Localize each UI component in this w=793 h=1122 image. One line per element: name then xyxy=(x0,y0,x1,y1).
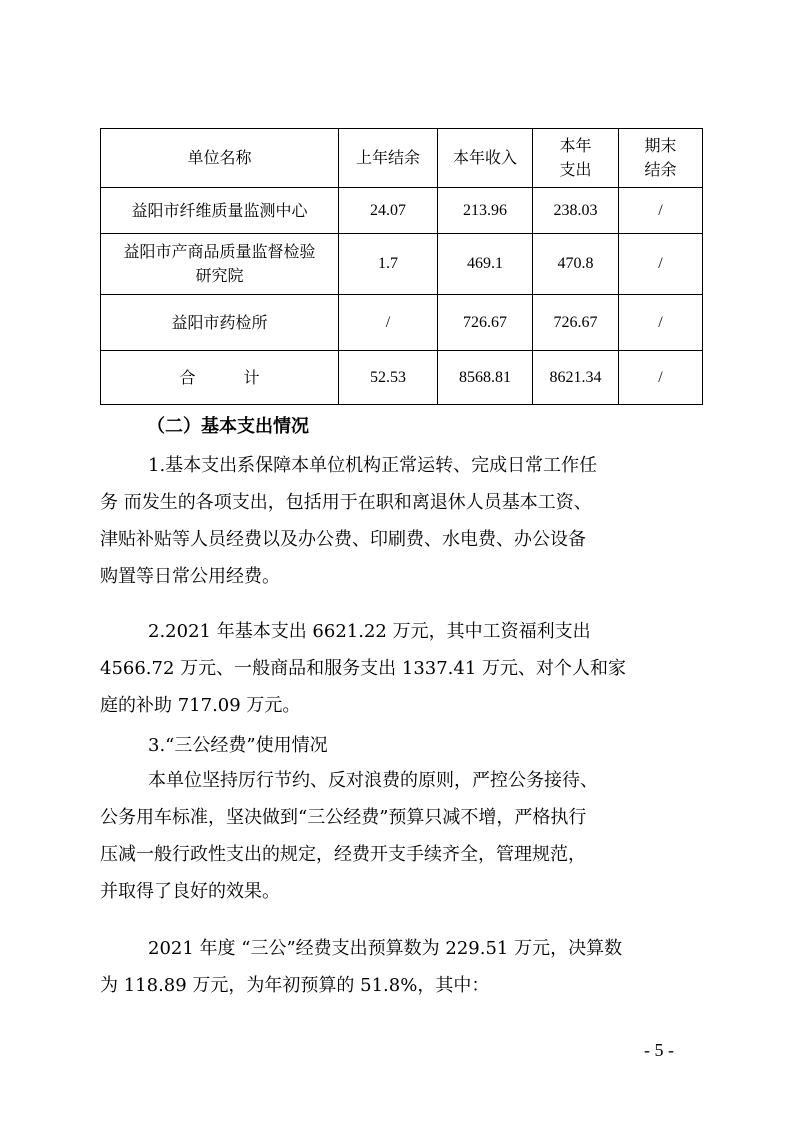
row-end-balance: / xyxy=(619,234,703,295)
header-expense-line1: 本年 xyxy=(559,136,592,155)
header-end-balance-line1: 期末 xyxy=(644,136,677,155)
row-income: 469.1 xyxy=(438,234,533,295)
row-end-balance: / xyxy=(619,295,703,351)
row-income: 213.96 xyxy=(438,188,533,234)
row-unit-name-line2: 研究院 xyxy=(195,266,244,285)
page-number: - 5 - xyxy=(644,1040,674,1060)
total-prev-balance: 52.53 xyxy=(339,351,438,405)
paragraph-line: 庭的补助 717.09 万元。 xyxy=(100,695,301,716)
paragraph-line: 2.2021 年基本支出 6621.22 万元，其中工资福利支出 xyxy=(148,621,591,642)
paragraph-line: 本单位坚持厉行节约、反对浪费的原则，严控公务接待、 xyxy=(148,770,598,791)
row-prev-balance: 24.07 xyxy=(339,188,438,234)
total-end-balance: / xyxy=(619,351,703,405)
paragraph-line: 为 118.89 万元，为年初预算的 51.8%，其中： xyxy=(100,975,490,996)
paragraph-three-public-budget xyxy=(100,930,688,1004)
paragraph-line: 公务用车标准，坚决做到“三公经费”预算只减不增，严格执行 xyxy=(100,807,587,828)
paragraph-line: 3.“三公经费”使用情况 xyxy=(148,735,328,756)
paragraph-line: 1.基本支出系保障本单位机构正常运转、完成日常工作任 xyxy=(148,455,598,476)
total-label-b: 计 xyxy=(243,367,260,387)
header-end-balance xyxy=(619,129,703,188)
paragraph-line: 4566.72 万元、一般商品和服务支出 1337.41 万元、对个人和家 xyxy=(100,658,627,679)
header-end-balance-line2: 结余 xyxy=(644,160,677,179)
row-prev-balance: / xyxy=(339,295,438,351)
row-unit-name xyxy=(101,234,339,295)
header-expense xyxy=(533,129,619,188)
row-expense: 238.03 xyxy=(533,188,619,234)
unit-finance-table xyxy=(100,128,703,405)
header-expense-line2: 支出 xyxy=(559,160,592,179)
paragraph-line: 2021 年度 “三公”经费支出预算数为 229.51 万元，决算数 xyxy=(148,938,623,959)
paragraph-line: 务 而发生的各项支出，包括用于在职和离退休人员基本工资、 xyxy=(100,492,592,513)
paragraph-basic-expense-amounts xyxy=(100,613,688,724)
section-heading: （二）基本支出情况 xyxy=(147,416,309,437)
total-label-a: 合 xyxy=(179,367,196,387)
row-expense: 726.67 xyxy=(533,295,619,351)
table-row xyxy=(101,295,703,351)
row-unit-name-line1: 益阳市产商品质量监督检验 xyxy=(123,242,316,261)
table-row xyxy=(101,188,703,234)
total-label xyxy=(101,351,339,405)
header-unit-name: 单位名称 xyxy=(101,129,339,188)
row-unit-name: 益阳市药检所 xyxy=(101,295,339,351)
total-expense: 8621.34 xyxy=(533,351,619,405)
row-unit-name: 益阳市纤维质量监测中心 xyxy=(101,188,339,234)
table-total-row xyxy=(101,351,703,405)
table-row xyxy=(101,234,703,295)
row-income: 726.67 xyxy=(438,295,533,351)
table-header-row xyxy=(101,129,703,188)
paragraph-line: 压减一般行政性支出的规定，经费开支手续齐全，管理规范， xyxy=(100,844,586,865)
paragraph-basic-expense-definition xyxy=(100,447,688,595)
paragraph-line: 并取得了良好的效果。 xyxy=(100,881,280,902)
paragraph-line: 津贴补贴等人员经费以及办公费、印刷费、水电费、办公设备 xyxy=(100,529,586,550)
paragraph-line: 购置等日常公用经费。 xyxy=(100,566,280,587)
row-end-balance: / xyxy=(619,188,703,234)
row-expense: 470.8 xyxy=(533,234,619,295)
total-income: 8568.81 xyxy=(438,351,533,405)
row-prev-balance: 1.7 xyxy=(339,234,438,295)
paragraph-three-public-heading xyxy=(100,727,688,764)
header-income: 本年收入 xyxy=(438,129,533,188)
header-prev-balance: 上年结余 xyxy=(339,129,438,188)
paragraph-three-public-policy xyxy=(100,762,688,910)
